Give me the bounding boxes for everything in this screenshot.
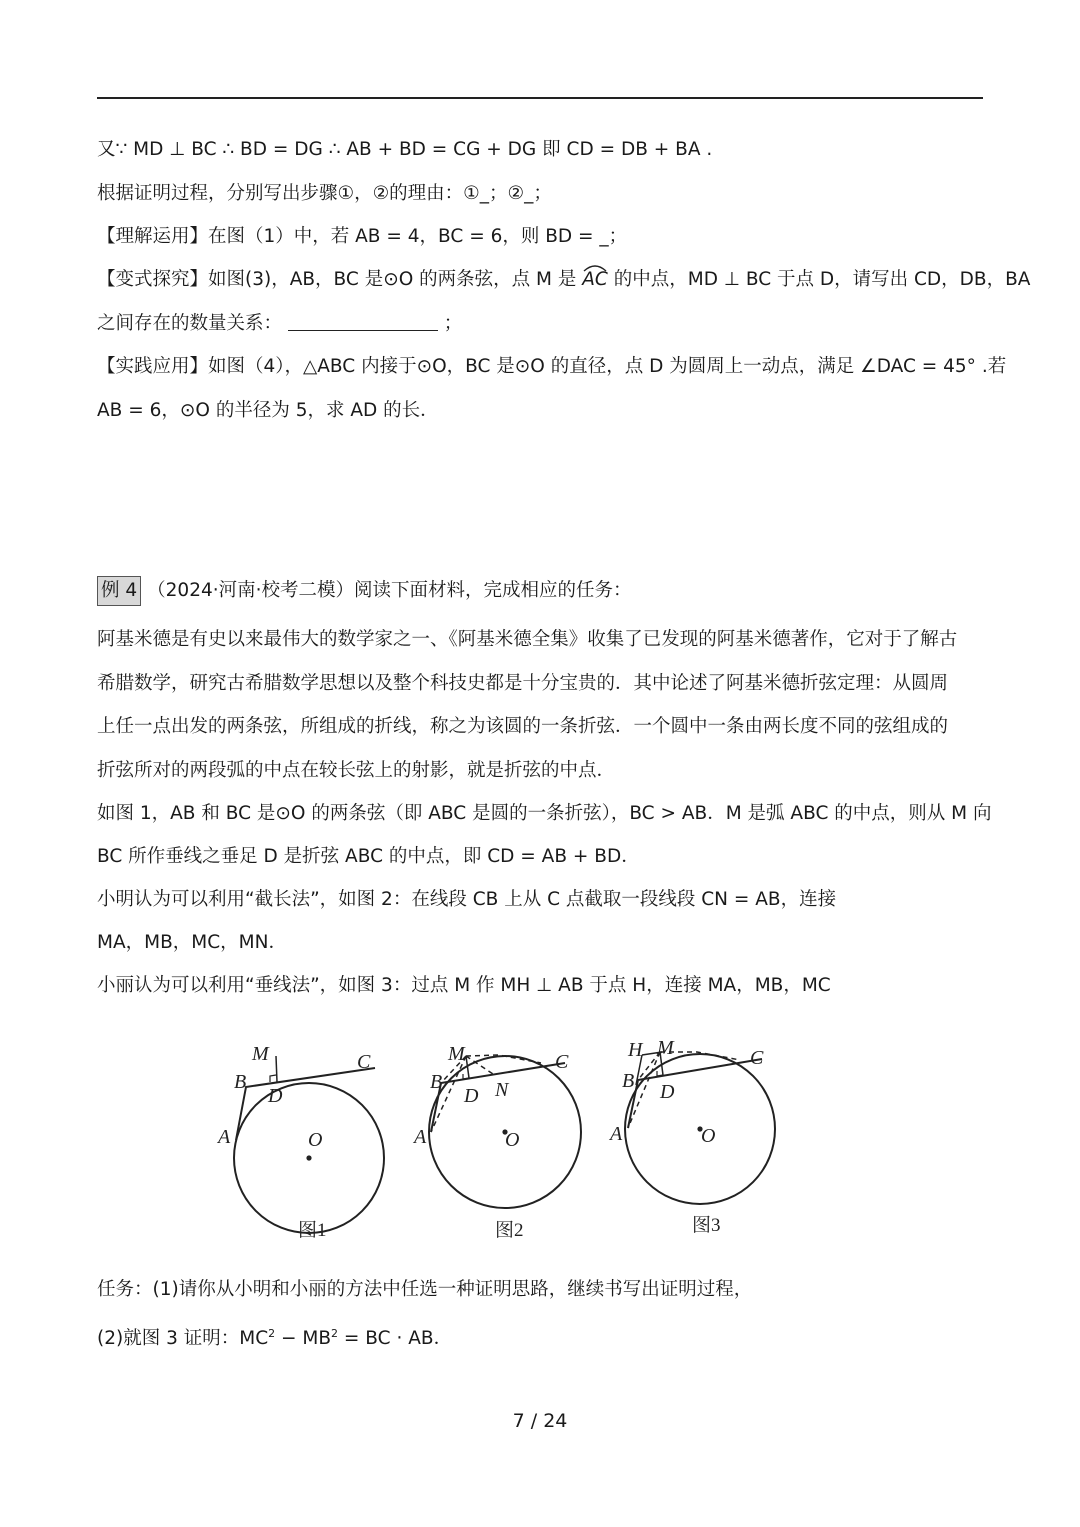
fig3-label-o: O xyxy=(701,1125,716,1147)
task2-text-e: = BC · AB． xyxy=(338,1328,453,1350)
example-tag: 例 4 xyxy=(97,576,141,606)
understand-apply: 【理解运用】在图（1）中，若 AB = 4，BC = 6，则 BD = _； xyxy=(97,226,628,247)
reason-prompt: 根据证明过程，分别写出步骤①，②的理由：①_；②_； xyxy=(97,183,552,204)
fig1-label-b: B xyxy=(234,1071,247,1093)
page-number: 7 / 24 xyxy=(512,1410,568,1432)
fig1-label-a: A xyxy=(218,1126,231,1148)
fig2-label-o: O xyxy=(505,1129,520,1151)
para-1: 阿基米德是有史以来最伟大的数学家之一、《阿基米德全集》收集了已发现的阿基米德著作，它对于了解古 xyxy=(97,629,958,650)
figure-3 xyxy=(608,1037,775,1236)
para-7: 小明认为可以利用“截长法”，如图 2：在线段 CB 上从 C 点截取一段线段 CN = AB，连接 xyxy=(97,889,837,910)
para-8: MA，MB，MC，MN． xyxy=(97,932,287,953)
para-2: 希腊数学，研究古希腊数学思想以及整个科技史都是十分宝贵的．其中论述了阿基米德折弦定理：从圆周 xyxy=(97,673,949,694)
fig3-label-c: C xyxy=(750,1047,764,1069)
arc-label: AC xyxy=(582,269,608,290)
fig1-label-m: M xyxy=(252,1043,269,1065)
relation-label: 之间存在的数量关系： xyxy=(97,313,283,334)
arc-mark-icon xyxy=(582,264,608,272)
variant-text-c: 的中点，MD ⊥ BC 于点 D，请写出 CD，DB，BA xyxy=(613,269,1031,290)
para-4: 折弦所对的两段弧的中点在较长弦上的射影，就是折弦的中点． xyxy=(97,760,616,781)
fig3-label-h: H xyxy=(628,1039,643,1061)
fig2-label-b: B xyxy=(430,1071,443,1093)
fig1-label-o: O xyxy=(308,1129,323,1151)
fig3-label-a: A xyxy=(610,1123,623,1145)
para-3: 上任一点出发的两条弦，所组成的折线，称之为该圆的一条折弦．一个圆中一条由两长度不同的弦组成的 xyxy=(97,716,949,737)
practice-apply: 【实践应用】如图（4），△ABC 内接于⊙O，BC 是⊙O 的直径，点 D 为圆周上一动点，满足 ∠DAC = 45° .若 xyxy=(97,356,1007,377)
task2-sup-1: 2 xyxy=(268,1327,276,1340)
fig3-caption: 图3 xyxy=(692,1215,721,1236)
fig3-label-b: B xyxy=(622,1070,635,1092)
fig2-caption: 图2 xyxy=(495,1220,524,1241)
arc-ac xyxy=(582,266,608,294)
practice-apply-2: AB = 6，⊙O 的半径为 5，求 AD 的长． xyxy=(97,400,439,421)
answer-blank[interactable] xyxy=(288,312,438,331)
figures-row xyxy=(100,1030,764,1260)
fig1-label-c: C xyxy=(357,1051,371,1073)
proof-line: 又∵ MD ⊥ BC ∴ BD = DG ∴ AB + BD = CG + DG 即 CD = DB + BA . xyxy=(97,139,713,160)
figure-2 xyxy=(412,1043,581,1241)
figures-svg xyxy=(100,1030,764,1260)
example-source: （2024·河南·校考二模）阅读下面材料，完成相应的任务： xyxy=(147,580,632,601)
example-heading xyxy=(97,576,632,606)
fig2-label-c: C xyxy=(555,1051,569,1073)
task2-sup-2: 2 xyxy=(331,1327,339,1340)
relation-end: ； xyxy=(443,313,463,334)
task2-text-c: − MB xyxy=(275,1328,332,1350)
fig3-label-m: M xyxy=(657,1037,674,1059)
header-rule xyxy=(97,97,983,99)
figure-1 xyxy=(216,1043,384,1241)
para-6: BC 所作垂线之垂足 D 是折弦 ABC 的中点，即 CD = AB + BD． xyxy=(97,846,640,867)
variant-explore xyxy=(97,266,1030,294)
task-1: 任务：(1)请你从小明和小丽的方法中任选一种证明思路，继续书写出证明过程， xyxy=(97,1279,753,1300)
variant-text-a: 【变式探究】如图(3)，AB，BC 是⊙O 的两条弦，点 M 是 xyxy=(97,269,577,290)
fig1-caption: 图1 xyxy=(298,1220,327,1241)
fig1-label-d: D xyxy=(268,1085,283,1107)
fig2-label-m: M xyxy=(448,1043,465,1065)
fig2-label-d: D xyxy=(464,1085,479,1107)
task-2 xyxy=(97,1320,452,1353)
para-5: 如图 1，AB 和 BC 是⊙O 的两条弦（即 ABC 是圆的一条折弦），BC > AB．M 是弧 ABC 的中点，则从 M 向 xyxy=(97,803,992,824)
para-9: 小丽认为可以利用“垂线法”，如图 3：过点 M 作 MH ⊥ AB 于点 H，连接 MA，MB，MC xyxy=(97,975,831,996)
fig2-label-a: A xyxy=(414,1126,427,1148)
task2-text-a: (2)就图 3 证明：MC xyxy=(97,1328,269,1350)
fig3-label-d: D xyxy=(660,1081,675,1103)
fig2-label-n: N xyxy=(495,1079,509,1101)
relation-line xyxy=(97,310,462,338)
